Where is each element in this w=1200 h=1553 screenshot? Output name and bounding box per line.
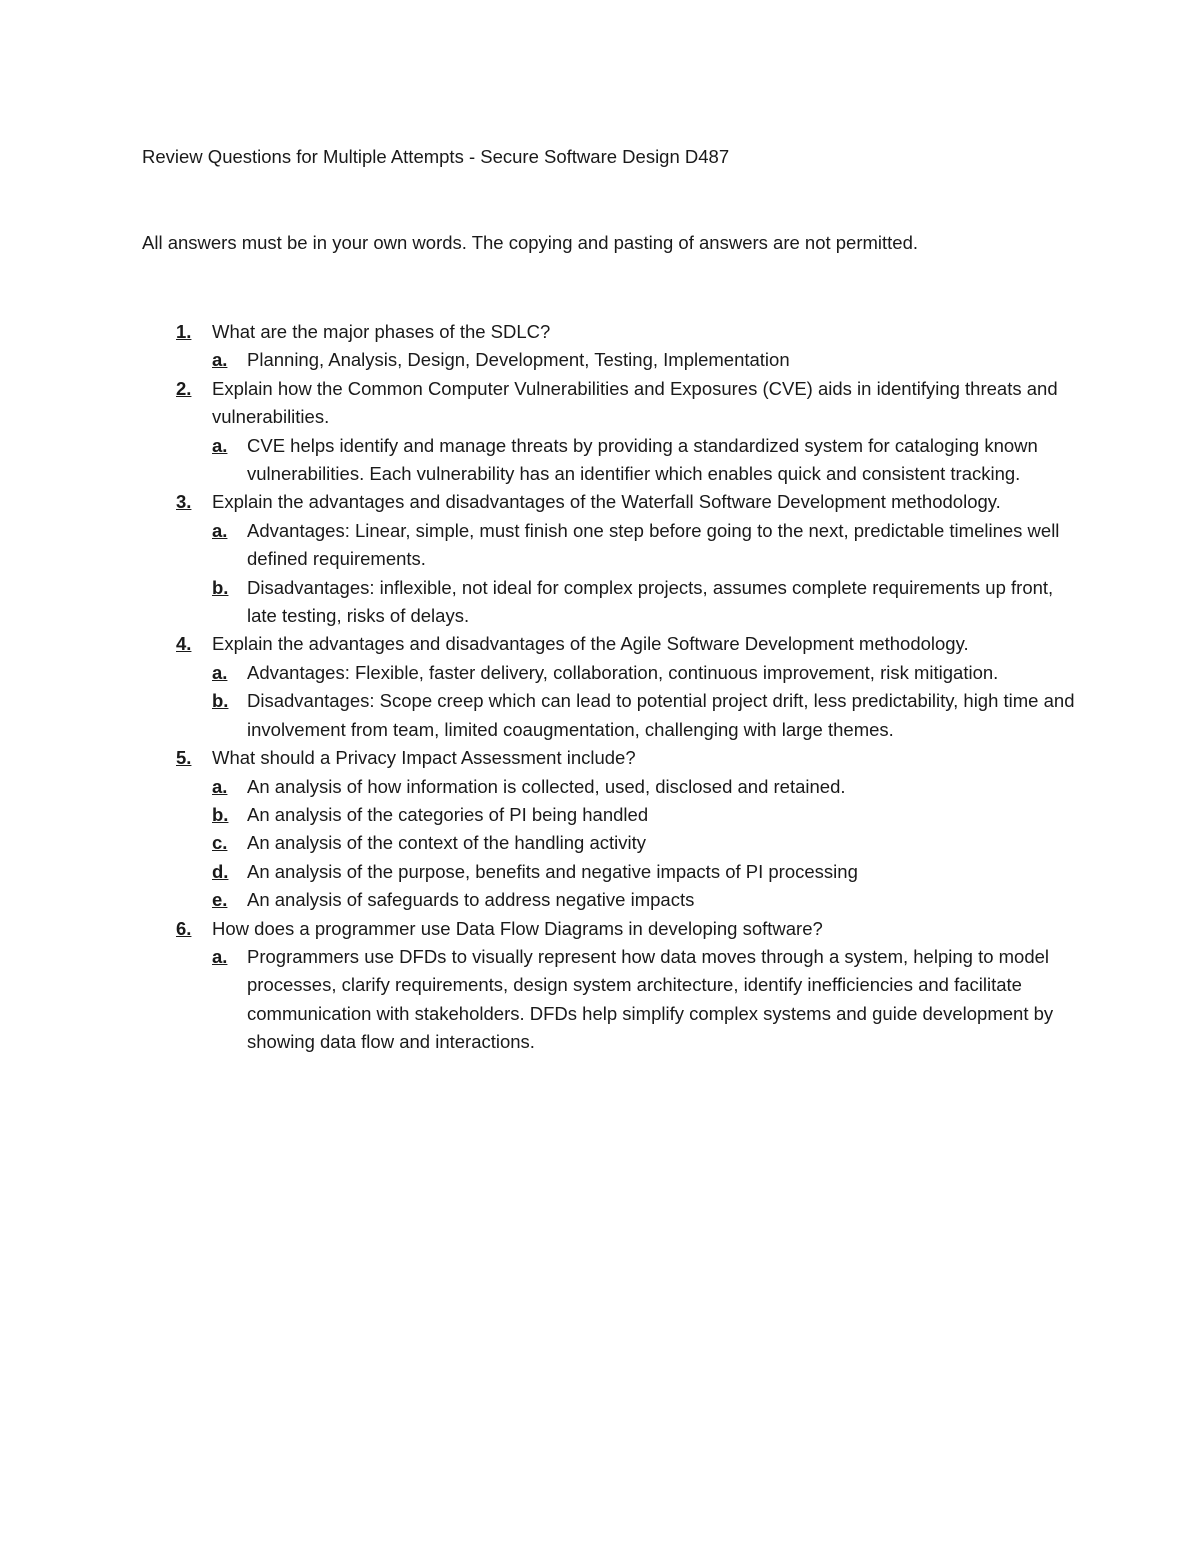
question-number: 4. xyxy=(176,633,192,655)
question-text: What should a Privacy Impact Assessment include? xyxy=(212,747,636,769)
answer-list xyxy=(212,346,1076,374)
answer-text: An analysis of the purpose, benefits and negative impacts of PI processing xyxy=(247,860,858,882)
answer-list xyxy=(212,659,1076,744)
answer-list xyxy=(212,943,1076,1057)
answer-item xyxy=(212,517,1076,574)
answer-item xyxy=(212,886,1076,914)
question-text: Explain how the Common Computer Vulnerabilities and Exposures (CVE) aids in identifying threats and vulnerabilities. xyxy=(212,377,1058,428)
answer-text: An analysis of the context of the handling activity xyxy=(247,832,647,854)
answer-list xyxy=(212,517,1076,631)
question-6 xyxy=(176,915,1076,943)
question-3 xyxy=(176,488,1076,516)
answer-letter: a. xyxy=(212,775,228,797)
answer-item xyxy=(212,829,1076,857)
answer-item xyxy=(212,687,1076,744)
question-text: What are the major phases of the SDLC? xyxy=(212,321,551,342)
answer-letter: b. xyxy=(212,803,229,825)
answer-item xyxy=(212,801,1076,829)
answer-text: Advantages: Flexible, faster delivery, collaboration, continuous improvement, risk mitigation. xyxy=(247,661,999,683)
answer-item xyxy=(212,346,1076,374)
question-5 xyxy=(176,744,1076,772)
answer-letter: b. xyxy=(212,576,229,598)
question-4 xyxy=(176,630,1076,658)
question-1 xyxy=(176,318,1076,346)
answer-letter: c. xyxy=(212,832,228,854)
question-text: How does a programmer use Data Flow Diagrams in developing software? xyxy=(212,917,823,939)
answer-item xyxy=(212,659,1076,687)
document-intro: All answers must be in your own words. The copying and pasting of answers are not permitted. xyxy=(142,232,919,253)
answer-letter: a. xyxy=(212,661,228,683)
answer-letter: a. xyxy=(212,945,228,967)
answer-item xyxy=(212,773,1076,801)
question-list xyxy=(176,318,1076,1057)
answer-text: An analysis of safeguards to address negative impacts xyxy=(247,889,695,911)
question-number: 3. xyxy=(176,491,192,513)
answer-item xyxy=(212,432,1076,489)
answer-item xyxy=(212,943,1076,1057)
answer-list xyxy=(212,773,1076,915)
answer-letter: e. xyxy=(212,889,228,911)
answer-item xyxy=(212,574,1076,631)
question-number: 1. xyxy=(176,321,192,342)
answer-letter: a. xyxy=(212,434,228,456)
question-2 xyxy=(176,375,1076,432)
answer-text: Disadvantages: Scope creep which can lead to potential project drift, less predictability, high time and involvement from team, limited coaugmentation, challenging with large themes. xyxy=(247,690,1075,740)
answer-text: Advantages: Linear, simple, must finish one step before going to the next, predictable timelines well defined requirements. xyxy=(247,519,1060,570)
answer-letter: a. xyxy=(212,349,228,371)
answer-text: An analysis of how information is collected, used, disclosed and retained. xyxy=(247,775,846,797)
answer-letter: a. xyxy=(212,519,228,541)
answer-text: Planning, Analysis, Design, Development, Testing, Implementation xyxy=(247,349,790,371)
answer-text: An analysis of the categories of PI being handled xyxy=(247,803,649,825)
question-number: 6. xyxy=(176,917,192,939)
question-text: Explain the advantages and disadvantages of the Agile Software Development methodology. xyxy=(212,633,969,655)
answer-text: Disadvantages: inflexible, not ideal for complex projects, assumes complete requirements up front, late testing, risks of delays. xyxy=(247,576,1054,627)
question-number: 5. xyxy=(176,747,192,769)
answer-item xyxy=(212,858,1076,886)
question-text: Explain the advantages and disadvantages of the Waterfall Software Development methodology. xyxy=(212,491,1001,513)
answer-text: CVE helps identify and manage threats by providing a standardized system for cataloging known vulnerabilities. Each vulnerability has an identifier which enables quick and consistent tracking. xyxy=(247,434,1038,485)
answer-text: Programmers use DFDs to visually represent how data moves through a system, helping to model processes, clarify requirements, design system architecture, identify inefficiencies and facilitate communication with stakeholders. DFDs help simplify complex systems and guide development by showing data flow and interactions. xyxy=(247,945,1054,1053)
question-number: 2. xyxy=(176,377,192,399)
document-title: Review Questions for Multiple Attempts - Secure Software Design D487 xyxy=(142,146,730,167)
answer-list xyxy=(212,432,1076,489)
answer-letter: b. xyxy=(212,690,229,712)
answer-letter: d. xyxy=(212,860,229,882)
